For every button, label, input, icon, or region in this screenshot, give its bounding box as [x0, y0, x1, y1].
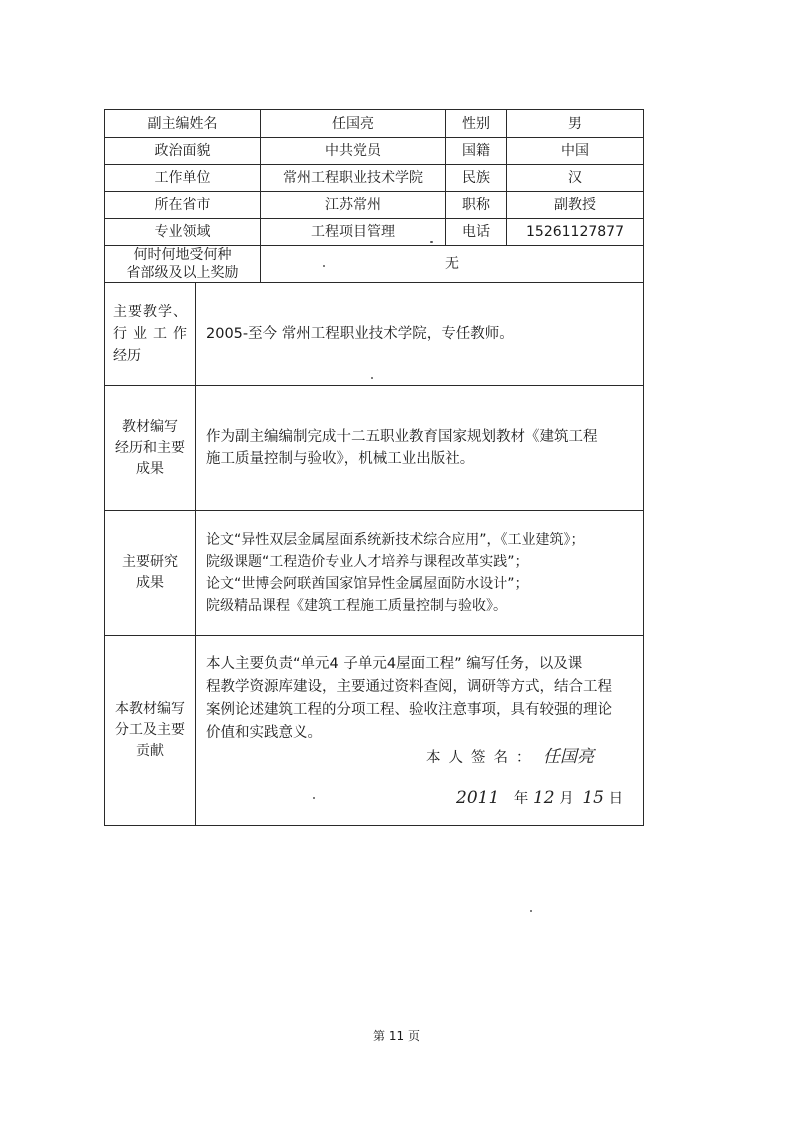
- contribution-label-line2: 分工及主要: [115, 722, 185, 738]
- deputy-editor-name-label: 副主编姓名: [104, 109, 261, 138]
- awards-label-line1: 何时何地受何种: [133, 247, 232, 263]
- page-number: 第 11 页: [373, 1029, 420, 1043]
- experience-label-line2: 行 业 工 作: [113, 325, 187, 342]
- awards-label: [104, 245, 261, 283]
- scan-speck: [530, 910, 532, 912]
- employer-label: 工作单位: [104, 164, 261, 192]
- scan-speck: [313, 797, 315, 799]
- signature-line: [426, 748, 594, 767]
- contribution-line3: 案例论述建筑工程的分项工程、验收注意事项，具有较强的理论: [206, 702, 612, 718]
- employer-value: 常州工程职业技术学院: [260, 164, 446, 192]
- date-month-handwritten: 12: [532, 788, 555, 808]
- signature-label: 本人签名：: [426, 750, 539, 766]
- political-status-label: 政治面貌: [104, 137, 261, 165]
- research-line1: 论文“异性双层金属屋面系统新技术综合应用”，《工业建筑》；: [206, 532, 585, 548]
- contribution-line2: 程教学资源库建设，主要通过资料查阅，调研等方式，结合工程: [206, 679, 612, 695]
- gender-label: 性别: [445, 109, 507, 138]
- research-line2: 院级课题“工程造价专业人才培养与课程改革实践”；: [206, 554, 529, 570]
- textbook-label-line1: 教材编写: [122, 418, 178, 435]
- contribution-line4: 价值和实践意义。: [206, 725, 322, 741]
- awards-value: 无: [260, 245, 644, 283]
- date-year-suffix: 年: [513, 791, 529, 807]
- date-year-handwritten: 2011: [456, 788, 500, 808]
- specialty-label: 专业领域: [104, 218, 261, 246]
- date-day-handwritten: 15: [582, 788, 604, 808]
- experience-value: [195, 282, 644, 386]
- experience-label-line1: 主要教学、: [113, 303, 187, 320]
- province-city-value: 江苏常州: [260, 191, 446, 219]
- ethnicity-label: 民族: [445, 164, 507, 192]
- ethnicity-value: 汉: [506, 164, 644, 192]
- textbook-label-line3: 成果: [136, 460, 164, 477]
- textbook-line2: 施工质量控制与验收》，机械工业出版社。: [206, 451, 475, 467]
- textbook-value: [195, 385, 644, 511]
- scan-speck: [430, 241, 433, 243]
- signature-date: [456, 789, 623, 808]
- experience-label-line3: 经历: [113, 347, 141, 364]
- experience-label: [104, 282, 196, 386]
- province-city-label: 所在省市: [104, 191, 261, 219]
- date-day-suffix: 日: [608, 791, 624, 807]
- scan-speck: [323, 265, 325, 267]
- textbook-label-line2: 经历和主要: [115, 439, 185, 456]
- gender-value: 男: [506, 109, 644, 138]
- contribution-label-line3: 贡献: [136, 743, 164, 759]
- handwritten-signature: 任国亮: [542, 747, 594, 767]
- professional-title-value: 副教授: [506, 191, 644, 219]
- date-month-suffix: 月: [559, 791, 574, 807]
- contribution-label-line1: 本教材编写: [115, 701, 185, 717]
- specialty-value: 工程项目管理: [260, 218, 446, 246]
- awards-label-line2: 省部级及以上奖励: [126, 265, 239, 281]
- research-label-line1: 主要研究: [122, 554, 178, 570]
- nationality-label: 国籍: [445, 137, 507, 165]
- research-value: [195, 510, 644, 636]
- contribution-value: [195, 635, 644, 826]
- political-status-value: 中共党员: [260, 137, 446, 165]
- contribution-label: [104, 635, 196, 826]
- research-line4: 院级精品课程《建筑工程施工质量控制与验收》。: [206, 598, 507, 614]
- textbook-line1: 作为副主编编制完成十二五职业教育国家规划教材《建筑工程: [206, 429, 598, 445]
- nationality-value: 中国: [506, 137, 644, 165]
- textbook-label: [104, 385, 196, 511]
- phone-label: 电话: [445, 218, 507, 246]
- contribution-line1: 本人主要负责“单元4 子单元4屋面工程” 编写任务，以及课: [206, 656, 583, 672]
- experience-text: 2005-至今 常州工程职业技术学院，专任教师。: [206, 325, 514, 342]
- phone-value: 15261127877: [506, 218, 644, 246]
- research-line3: 论文“世博会阿联酋国家馆异性金属屋面防水设计”；: [206, 576, 529, 592]
- research-label: [104, 510, 196, 636]
- professional-title-label: 职称: [445, 191, 507, 219]
- deputy-editor-name-value: 任国亮: [260, 109, 446, 138]
- scan-speck: [371, 377, 373, 379]
- research-label-line2: 成果: [136, 575, 164, 591]
